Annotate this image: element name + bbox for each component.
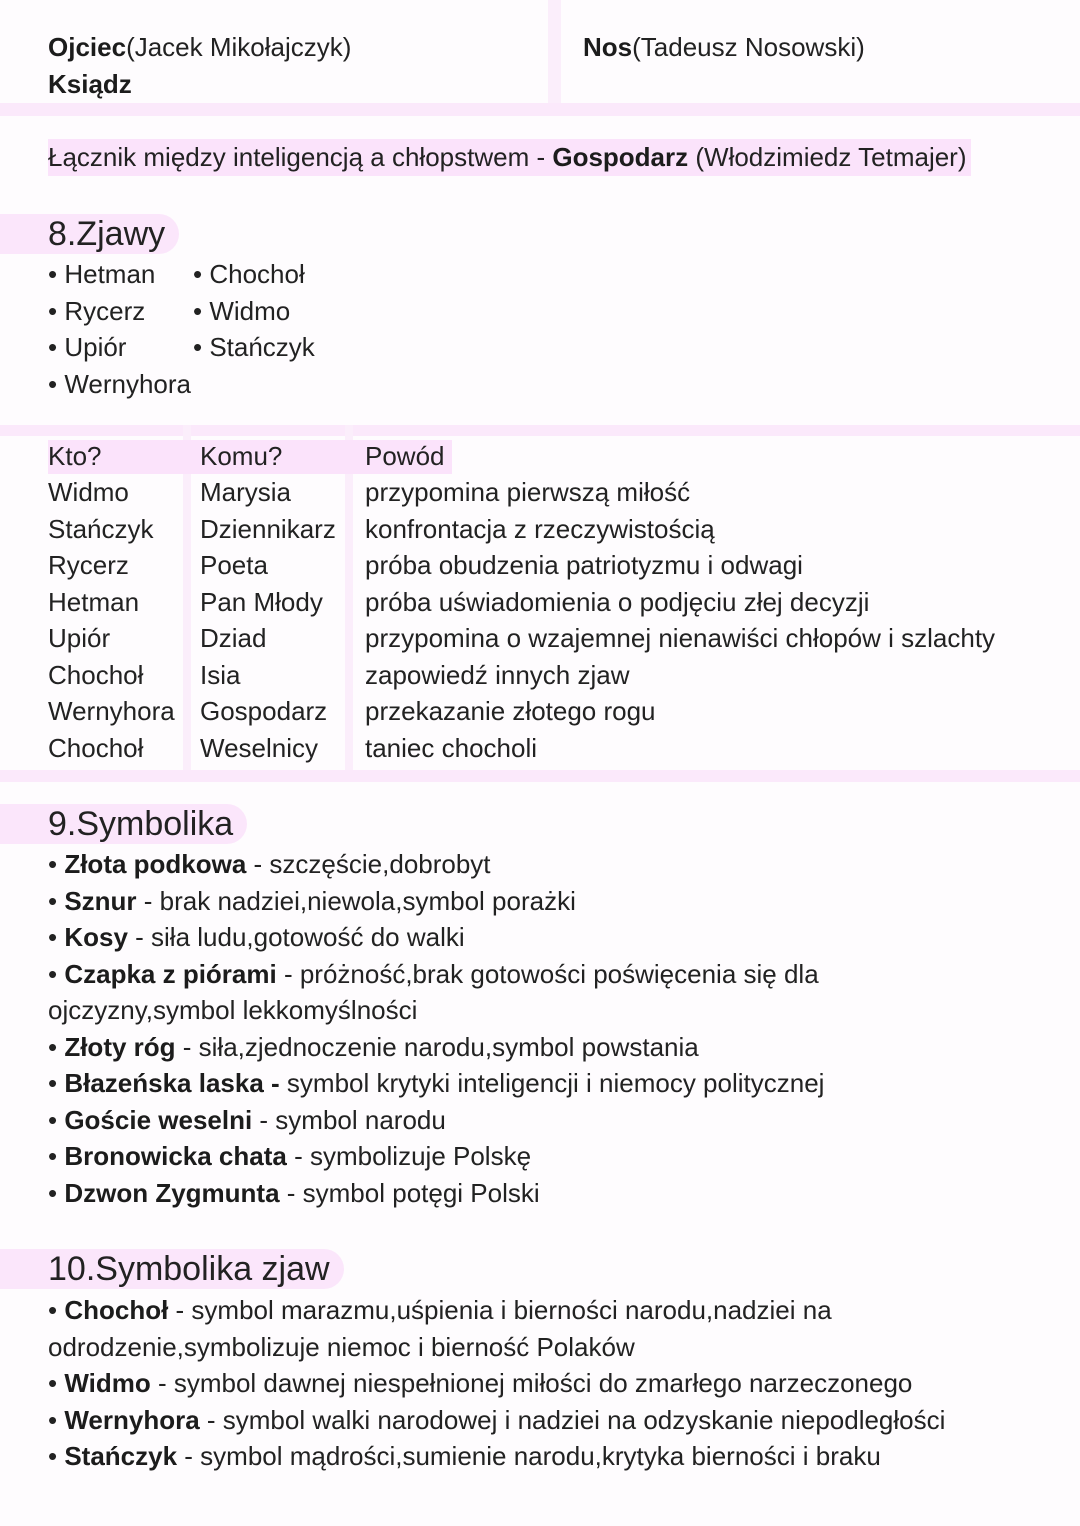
table-cell: przypomina o wzajemnej nienawiści chłopów i szlachty — [365, 623, 996, 653]
table-cell: przekazanie złotego rogu — [365, 696, 656, 726]
bullet-icon: • — [48, 1295, 65, 1325]
description: - próżność,brak gotowości poświęcenia się dla — [276, 958, 819, 989]
column-header: Komu? — [200, 441, 283, 471]
section-heading: 9.Symbolika — [0, 804, 247, 844]
section-heading: 8.Zjawy — [0, 214, 179, 254]
description: - siła,zjednoczenie narodu,symbol powstania — [175, 1031, 699, 1062]
divider — [0, 425, 1080, 436]
table-cell: konfrontacja z rzeczywistością — [365, 513, 715, 544]
list-item — [48, 919, 824, 956]
term: Czapka z piórami — [64, 958, 277, 989]
list-item — [48, 1402, 945, 1439]
link-note — [48, 139, 971, 176]
list-item — [48, 1102, 824, 1139]
actor: (Tadeusz Nosowski) — [632, 32, 865, 62]
description: symbol krytyki inteligencji i niemocy politycznej — [279, 1068, 825, 1098]
divider — [183, 425, 191, 780]
column-header: Powód — [365, 441, 445, 471]
term: Wernyhora — [64, 1404, 200, 1435]
term: Bronowicka chata — [64, 1141, 287, 1171]
table-cell: Upiór — [48, 623, 111, 653]
description: - siła ludu,gotowość do walki — [127, 922, 465, 952]
description: - symbol narodu — [252, 1104, 446, 1135]
table-cell: Chochoł — [48, 732, 144, 763]
term: Dzwon Zygmunta — [64, 1177, 280, 1208]
bullet-icon: • — [48, 1404, 65, 1435]
cast-left — [48, 29, 351, 102]
bullet-icon: • — [48, 1031, 65, 1062]
table-cell: próba obudzenia patriotyzmu i odwagi — [365, 550, 803, 580]
term: Kosy — [64, 922, 128, 952]
list-item: • Upiór — [48, 332, 127, 362]
description-continued: odrodzenie,symbolizuje niemoc i bierność Polaków — [48, 1331, 635, 1362]
bullet-icon: • — [48, 1068, 65, 1098]
bullet-icon: • — [48, 1141, 65, 1171]
table-cell: Isia — [200, 659, 241, 690]
description: - symbol potęgi Polski — [279, 1177, 540, 1208]
table-cell: Pan Młody — [200, 586, 323, 617]
table-cell: Rycerz — [48, 550, 129, 580]
bullet-icon: • — [48, 1104, 65, 1135]
section-heading: 10.Symbolika zjaw — [0, 1249, 344, 1289]
description: - symbol walki narodowej i nadziei na odzyskanie niepodległości — [199, 1404, 946, 1435]
table-cell: Dziad — [200, 623, 267, 653]
list-item — [48, 846, 824, 883]
list-item — [48, 1438, 945, 1475]
divider — [345, 425, 353, 780]
description: - szczęście,dobrobyt — [246, 849, 491, 879]
description: - symbolizuje Polskę — [286, 1141, 532, 1171]
bullet-icon: • — [48, 958, 65, 989]
role: Ojciec — [48, 32, 127, 62]
table-cell: Gospodarz — [200, 696, 328, 726]
list-item: • Widmo — [193, 295, 291, 326]
term: Złoty róg — [64, 1031, 176, 1062]
role: Nos — [583, 32, 633, 62]
actor: (Jacek Mikołajczyk) — [126, 32, 352, 62]
zjawy-col1 — [48, 256, 191, 402]
table-cell: Poeta — [200, 550, 268, 580]
bullet-icon: • — [48, 1177, 65, 1208]
divider — [0, 770, 1080, 782]
zjawy-col2 — [193, 256, 315, 366]
table-cell: przypomina pierwszą miłość — [365, 477, 691, 507]
term: Błazeńska laska - — [64, 1068, 280, 1098]
list-item: • Rycerz — [48, 295, 146, 326]
table-cell: Stańczyk — [48, 513, 154, 544]
table-cell: Hetman — [48, 586, 140, 617]
table-cell: Weselnicy — [200, 732, 319, 763]
table-cell: zapowiedź innych zjaw — [365, 659, 630, 690]
table-cell: Dziennikarz — [200, 513, 336, 544]
description: - symbol mądrości,sumienie narodu,krytyka bierności i braku — [177, 1441, 881, 1471]
list-item — [48, 1365, 945, 1402]
column-header: Kto? — [48, 441, 102, 471]
list-item — [48, 1175, 824, 1212]
list-item — [48, 1065, 824, 1102]
divider — [548, 0, 561, 110]
table-cell: Widmo — [48, 477, 129, 507]
table-cell: Chochoł — [48, 659, 144, 690]
term: Widmo — [64, 1368, 151, 1398]
list-item — [48, 956, 824, 993]
description: - symbol marazmu,uśpienia i bierności narodu,nadziei na — [168, 1295, 832, 1325]
list-item: • Hetman — [48, 259, 156, 289]
bullet-icon: • — [48, 849, 65, 879]
symbol-list — [48, 1292, 945, 1475]
symbol-list — [48, 846, 824, 1211]
description: - brak nadziei,niewola,symbol porażki — [136, 885, 576, 916]
table-cell: taniec chocholi — [365, 732, 537, 763]
table-cell: próba uświadomienia o podjęciu złej decyzji — [365, 586, 870, 617]
description-continued: ojczyzny,symbol lekkomyślności — [48, 995, 418, 1025]
list-item — [48, 1138, 824, 1175]
cast-right — [583, 29, 865, 66]
description: - symbol dawnej niespełnionej miłości do zmarłego narzeczonego — [150, 1368, 913, 1398]
list-item: • Stańczyk — [193, 332, 315, 362]
list-item: • Wernyhora — [48, 368, 192, 399]
role: Ksiądz — [48, 68, 132, 99]
actor: (Włodzimiedz Tetmajer) — [688, 142, 967, 172]
role: Gospodarz — [552, 142, 689, 172]
bullet-icon: • — [48, 922, 65, 952]
term: Sznur — [64, 885, 137, 916]
table-cell: Marysia — [200, 477, 292, 507]
divider — [0, 103, 1080, 116]
list-item — [48, 1029, 824, 1066]
bullet-icon: • — [48, 885, 65, 916]
term: Złota podkowa — [64, 849, 247, 879]
bullet-icon: • — [48, 1441, 65, 1471]
term: Stańczyk — [64, 1441, 178, 1471]
list-item: • Chochoł — [193, 259, 305, 289]
list-item — [48, 883, 824, 920]
term: Chochoł — [64, 1295, 169, 1325]
bullet-icon: • — [48, 1368, 65, 1398]
table-cell: Wernyhora — [48, 696, 175, 726]
list-item — [48, 1292, 945, 1329]
link-text: Łącznik między inteligencją a chłopstwem - — [48, 142, 553, 172]
term: Goście weselni — [64, 1104, 253, 1135]
